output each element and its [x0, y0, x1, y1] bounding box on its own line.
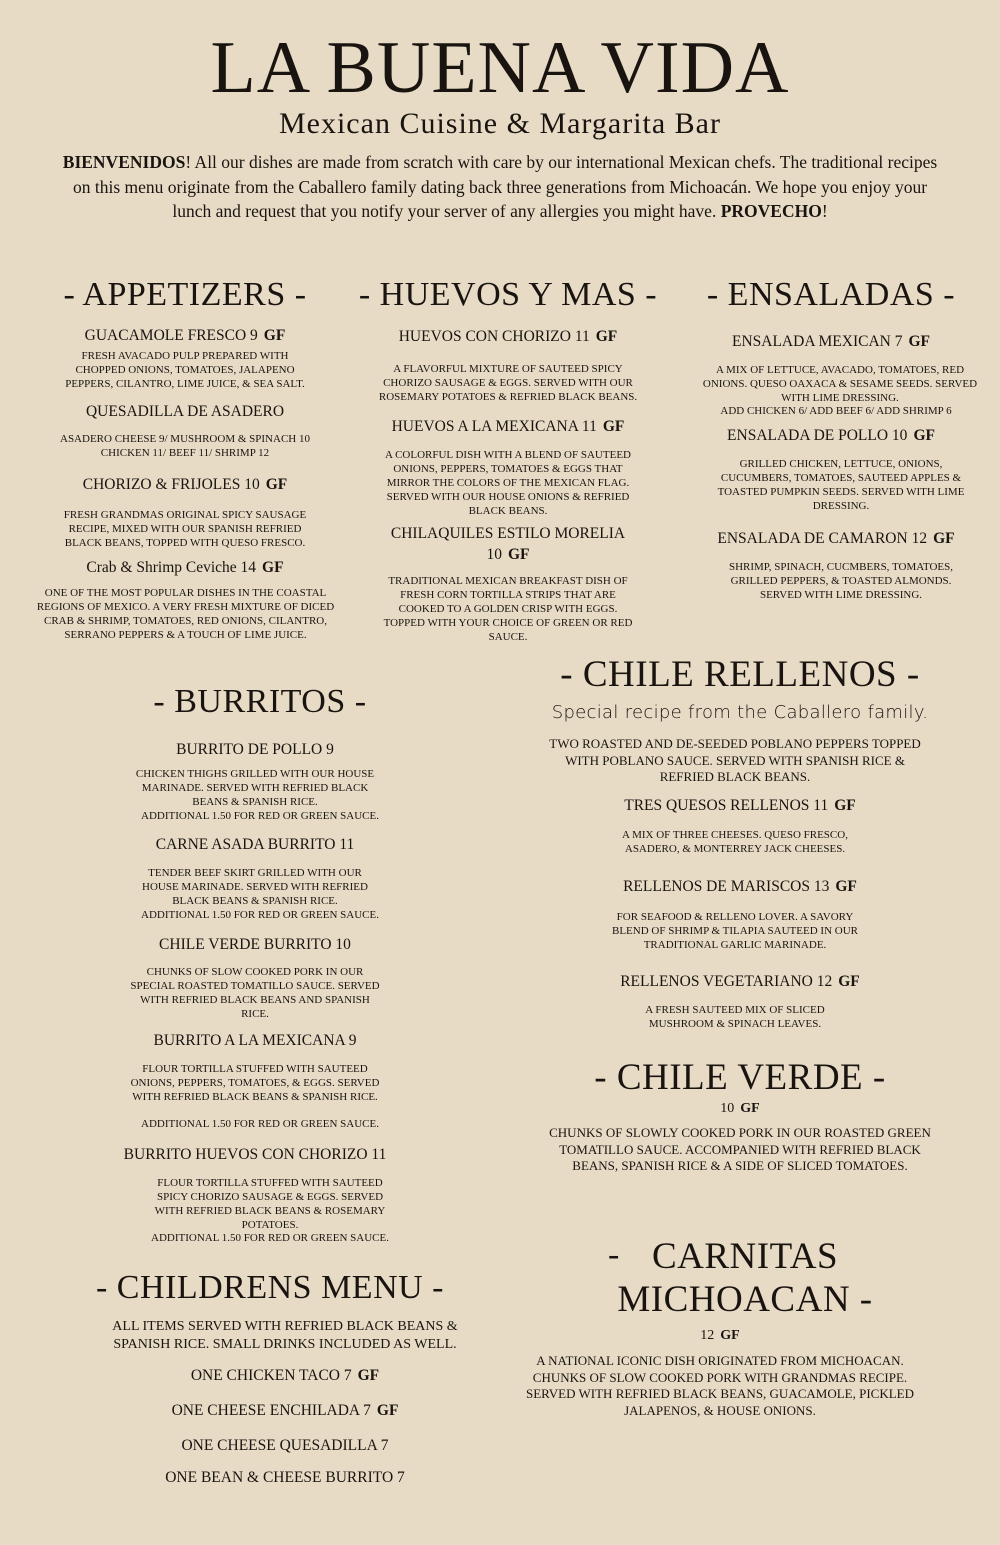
- gluten-free-badge: GF: [357, 1367, 380, 1384]
- childrens-item: ONE BEAN & CHEESE BURRITO 7: [165, 1469, 405, 1486]
- appetizer-desc: FRESH GRANDMAS ORIGINAL SPICY SAUSAGE RECIPE, MIXED WITH OUR SPANISH REFRIED BLACK BEANS, TOPPED WITH QUESO FRESCO.: [63, 509, 307, 549]
- gluten-free-badge: GF: [933, 530, 955, 547]
- burritos-heading: - BURRITOS -: [153, 683, 367, 720]
- burrito-extra: ADDITIONAL 1.50 FOR RED OR GREEN SAUCE.: [141, 909, 379, 921]
- burrito-extra: ADDITIONAL 1.50 FOR RED OR GREEN SAUCE.: [141, 810, 379, 822]
- burrito-name: BURRITO A LA MEXICANA 9: [153, 1032, 357, 1049]
- ensalada-desc: SHRIMP, SPINACH, CUCMBERS, TOMATOES, GRILLED PEPPERS, & TOASTED ALMONDS. SERVED WITH LIME DRESSING.: [728, 561, 954, 601]
- childrens-note: ALL ITEMS SERVED WITH REFRIED BLACK BEANS & SPANISH RICE. SMALL DRINKS INCLUDED AS WELL.: [112, 1319, 458, 1352]
- intro-lead: BIENVENIDOS: [62, 152, 186, 172]
- ensalada-name: ENSALADA DE CAMARON 12 GF: [717, 530, 955, 547]
- burrito-name: CHILE VERDE BURRITO 10: [159, 936, 351, 953]
- appetizer-desc: ONE OF THE MOST POPULAR DISHES IN THE COASTAL REGIONS OF MEXICO. A VERY FRESH MIXTURE OF DICED CRAB & SHRIMP, TOMATOES, RED ONIONS, CILANTRO, SERRANO PEPPERS & A TOUCH OF LIME JUICE.: [36, 587, 335, 641]
- gluten-free-badge: GF: [835, 878, 857, 895]
- intro-excl: !: [821, 201, 828, 221]
- gluten-free-badge: GF: [265, 476, 288, 493]
- intro-body: ! All our dishes are made from scratch with care by our international Mexican chefs. The traditional recipes on this menu originate from the Caballero family dating back three generations from Michoacán. We hope you enjoy your lunch and request that you notify your server of any allergies you might have.: [72, 152, 938, 221]
- childrens-item: ONE CHEESE QUESADILLA 7: [181, 1437, 389, 1454]
- burrito-extra: ADDITIONAL 1.50 FOR RED OR GREEN SAUCE.: [151, 1232, 389, 1244]
- appetizer-name: CHORIZO & FRIJOLES 10 GF: [82, 476, 288, 493]
- burrito-name: BURRITO HUEVOS CON CHORIZO 11: [123, 1146, 387, 1163]
- restaurant-title: LA BUENA VIDA: [210, 27, 790, 109]
- appetizer-name: GUACAMOLE FRESCO 9 GF: [84, 327, 286, 344]
- gluten-free-badge: GF: [263, 327, 286, 344]
- appetizer-desc: FRESH AVACADO PULP PREPARED WITH CHOPPED ONIONS, TOMATOES, JALAPENO PEPPERS, CILANTRO, LIME JUICE, & SEA SALT.: [65, 350, 305, 390]
- gluten-free-badge: GF: [913, 427, 935, 444]
- chile-verde-price: 10 GF: [720, 1101, 760, 1116]
- gluten-free-badge: GF: [507, 546, 530, 563]
- ensalada-name: ENSALADA DE POLLO 10 GF: [727, 427, 935, 444]
- burrito-desc: TENDER BEEF SKIRT GRILLED WITH OUR HOUSE MARINADE. SERVED WITH REFRIED BLACK BEANS & SPANISH RICE.: [142, 867, 368, 907]
- gluten-free-badge: GF: [838, 973, 860, 990]
- gluten-free-badge: GF: [602, 418, 625, 435]
- huevos-item-desc: A COLORFUL DISH WITH A BLEND OF SAUTEED ONIONS, PEPPERS, TOMATOES & EGGS THAT MIRROR THE COLORS OF THE MEXICAN FLAG. SERVED WITH OUR HOUSE ONIONS & REFRIED BLACK BEANS.: [385, 449, 631, 517]
- burrito-name: BURRITO DE POLLO 9: [176, 741, 334, 758]
- relleno-name: TRES QUESOS RELLENOS 11 GF: [624, 797, 856, 814]
- ensalada-desc: GRILLED CHICKEN, LETTUCE, ONIONS, CUCUMBERS, TOMATOES, SAUTEED APPLES & TOASTED PUMPKIN SEEDS. SERVED WITH LIME DRESSING.: [717, 458, 965, 512]
- gluten-free-badge: GF: [740, 1101, 760, 1116]
- relleno-name: RELLENOS VEGETARIANO 12 GF: [620, 973, 860, 990]
- rellenos-intro: TWO ROASTED AND DE-SEEDED POBLANO PEPPERS TOPPED WITH POBLANO SAUCE. SERVED WITH SPANISH RICE & REFRIED BLACK BEANS.: [549, 736, 921, 784]
- childrens-heading: - CHILDRENS MENU -: [95, 1269, 445, 1306]
- burrito-name: CARNE ASADA BURRITO 11: [155, 836, 355, 853]
- burrito-desc: FLOUR TORTILLA STUFFED WITH SAUTEED SPICY CHORIZO SAUSAGE & EGGS. SERVED WITH REFRIED BLACK BEANS & ROSEMARY POTATOES.: [154, 1177, 386, 1231]
- welcome-intro: [60, 150, 940, 224]
- intro-end: PROVECHO: [720, 201, 822, 221]
- burrito-extra: ADDITIONAL 1.50 FOR RED OR GREEN SAUCE.: [141, 1118, 379, 1130]
- relleno-desc: A MIX OF THREE CHEESES. QUESO FRESCO, ASADERO, & MONTERREY JACK CHEESES.: [622, 829, 848, 855]
- relleno-name: RELLENOS DE MARISCOS 13 GF: [623, 878, 857, 895]
- appetizer-name: QUESADILLA DE ASADERO: [85, 403, 285, 420]
- carnitas-price: 12 GF: [700, 1328, 740, 1343]
- burrito-desc: CHUNKS OF SLOW COOKED PORK IN OUR SPECIAL ROASTED TOMATILLO SAUCE. SERVED WITH REFRIED BLACK BEANS AND SPANISH RICE.: [130, 966, 380, 1020]
- rellenos-heading: - CHILE RELLENOS -: [560, 654, 920, 695]
- huevos-item-desc: A FLAVORFUL MIXTURE OF SAUTEED SPICY CHORIZO SAUSAGE & EGGS. SERVED WITH OUR ROSEMARY POTATOES & REFRIED BLACK BEANS.: [378, 363, 638, 403]
- appetizers-heading: - APPETIZERS -: [63, 276, 307, 313]
- restaurant-subtitle: Mexican Cuisine & Margarita Bar: [278, 107, 721, 140]
- childrens-item: ONE CHEESE ENCHILADA 7 GF: [171, 1402, 399, 1419]
- huevos-heading: - HUEVOS Y MAS -: [358, 276, 658, 313]
- burrito-desc: FLOUR TORTILLA STUFFED WITH SAUTEED ONIONS, PEPPERS, TOMATOES, & EGGS. SERVED WITH REFRIED BLACK BEANS & SPANISH RICE.: [130, 1063, 380, 1103]
- appetizer-desc: ASADERO CHEESE 9/ MUSHROOM & SPINACH 10 CHICKEN 11/ BEEF 11/ SHRIMP 12: [60, 433, 310, 459]
- ensaladas-heading: - ENSALADAS -: [706, 276, 956, 313]
- huevos-item-desc: TRADITIONAL MEXICAN BREAKFAST DISH OF FRESH CORN TORTILLA STRIPS THAT ARE COOKED TO A GOLDEN CRISP WITH EGGS. TOPPED WITH YOUR CHOICE OF GREEN OR RED SAUCE.: [383, 575, 633, 643]
- gluten-free-badge: GF: [262, 559, 284, 576]
- gluten-free-badge: GF: [595, 328, 618, 345]
- carnitas-heading-line1: CARNITAS: [651, 1236, 839, 1277]
- gluten-free-badge: GF: [720, 1328, 740, 1343]
- childrens-item: ONE CHICKEN TACO 7 GF: [190, 1367, 380, 1384]
- ensalada-desc: A MIX OF LETTUCE, AVACADO, TOMATOES, RED ONIONS. QUESO OAXACA & SESAME SEEDS. SERVED WITH LIME DRESSING.: [702, 364, 978, 404]
- appetizer-name: Crab & Shrimp Ceviche 14 GF: [86, 559, 284, 576]
- ensalada-addons: ADD CHICKEN 6/ ADD BEEF 6/ ADD SHRIMP 6: [720, 405, 952, 417]
- chile-verde-desc: CHUNKS OF SLOWLY COOKED PORK IN OUR ROASTED GREEN TOMATILLO SAUCE. ACCOMPANIED WITH REFRIED BLACK BEANS, SPANISH RICE & A SIDE OF SLICED TOMATOES.: [549, 1125, 931, 1173]
- huevos-item-price: 10 GF: [486, 546, 530, 563]
- relleno-desc: FOR SEAFOOD & RELLENO LOVER. A SAVORY BLEND OF SHRIMP & TILAPIA SAUTEED IN OUR TRADITIONAL GARLIC MARINADE.: [612, 911, 858, 951]
- rellenos-tagline: Special recipe from the Caballero family.: [551, 702, 929, 723]
- carnitas-desc: A NATIONAL ICONIC DISH ORIGINATED FROM MICHOACAN. CHUNKS OF SLOW COOKED PORK WITH GRANDMAS RECIPE. SERVED WITH REFRIED BLACK BEANS, GUACAMOLE, PICKLED JALAPENOS, & HOUSE ONIONS.: [525, 1353, 914, 1418]
- huevos-item-name: CHILAQUILES ESTILO MORELIA: [390, 525, 626, 542]
- gluten-free-badge: GF: [834, 797, 856, 814]
- gluten-free-badge: GF: [908, 333, 931, 350]
- huevos-item-name: HUEVOS A LA MEXICANA 11 GF: [391, 418, 625, 435]
- carnitas-dash: -: [608, 1236, 620, 1273]
- carnitas-heading-line2: MICHOACAN -: [617, 1279, 873, 1320]
- gluten-free-badge: GF: [376, 1402, 399, 1419]
- burrito-desc: CHICKEN THIGHS GRILLED WITH OUR HOUSE MARINADE. SERVED WITH REFRIED BLACK BEANS & SPANISH RICE.: [135, 768, 375, 808]
- ensalada-name: ENSALADA MEXICAN 7 GF: [731, 333, 931, 350]
- relleno-desc: A FRESH SAUTEED MIX OF SLICED MUSHROOM & SPINACH LEAVES.: [645, 1004, 825, 1030]
- chile-verde-heading: - CHILE VERDE -: [594, 1057, 886, 1098]
- huevos-item-name: HUEVOS CON CHORIZO 11 GF: [398, 328, 618, 345]
